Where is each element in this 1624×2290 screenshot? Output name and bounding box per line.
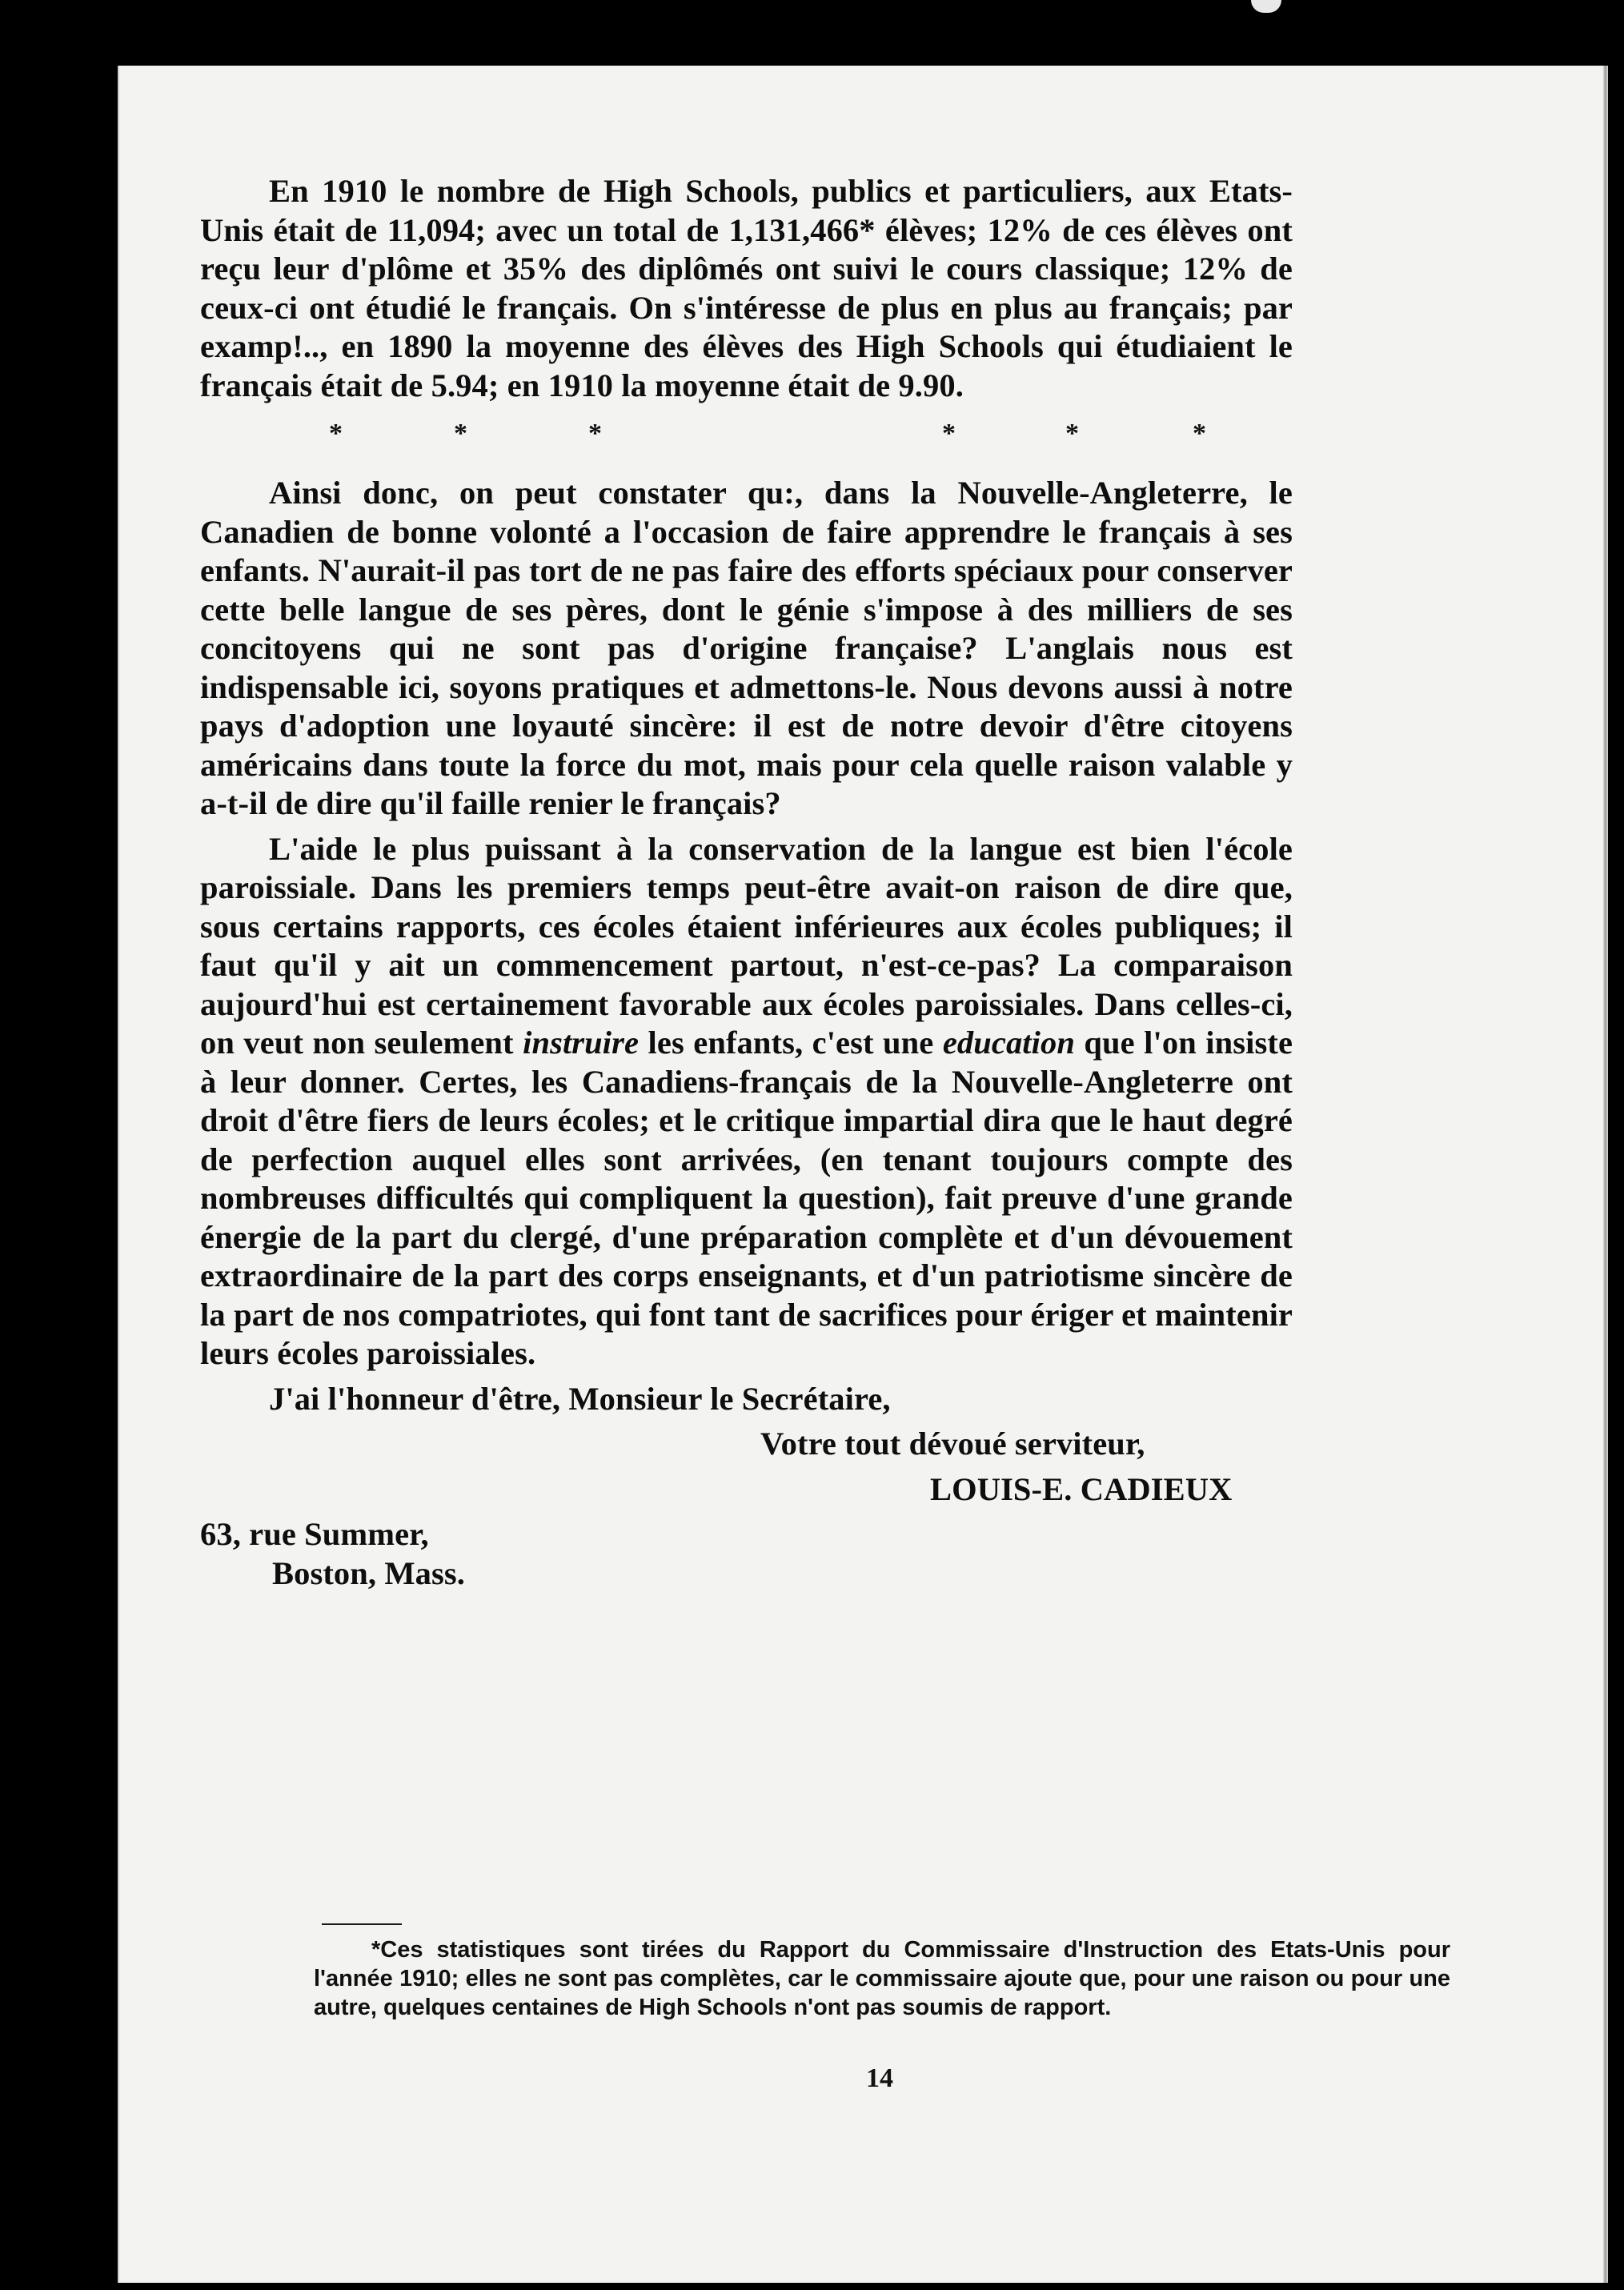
separator-star: * [329,419,343,448]
closing-line: J'ai l'honneur d'être, Monsieur le Secrétaire, [269,1380,891,1417]
footnote-rule [322,1923,402,1925]
paragraph-3-text: que l'on insiste à leur donner. Certes, les Canadiens-français de la Nouvelle-Angleterre ont droit d'être fiers de leurs écoles; et le critique impartial dira que le haut degré de perfection auquel elles sont arrivées, (en tenant toujours compte des nombreuses difficultés qui compliquent la question), fait preuve d'une grande énergie de la part du clergé, d'une préparation complète et d'un dévouement extraordinaire de la part des corps enseignants, et d'un patriotisme sincère de la part de nos compatriotes, qui font tant de sacrifices pour ériger et maintenir leurs écoles paroissiales. [200,1025,1293,1371]
footnote [314,1935,1450,2022]
address-line-1: 63, rue Summer, [200,1516,429,1552]
page-number: 14 [866,2063,893,2093]
paragraph-3-text: L'aide le plus puissant à la conservation de la langue est bien l'école paroissiale. Dans les premiers temps peut-être avait-on raison de dire que, sous certains rapports, ces écoles étaient inférieures aux écoles publiques; il faut qu'il y ait un commencement partout, n'est-ce-pas? La comparaison aujourd'hui est certainement favorable aux écoles paroissiales. Dans celles-ci, on veut non seulement [200,830,1293,1061]
paragraph-3-text: les enfants, c'est une [648,1025,934,1061]
body-text [200,172,1293,1593]
separator-star: * [942,419,956,448]
footnote-text: *Ces statistiques sont tirées du Rapport du Commissaire d'Instruction des Etats-Unis pour l'année 1910; elles ne sont pas complètes, car le commissaire ajoute que, pour une raison ou pour une autre, quelques centaines de High Schools n'ont pas soumis de rapport. [314,1937,1450,2020]
page-edge [1603,66,1608,2283]
valediction: Votre tout dévoué serviteur, [760,1426,1145,1462]
separator-star: * [1065,419,1080,448]
address [200,1515,1293,1593]
paragraph-3 [200,830,1293,1374]
paragraph-2: Ainsi donc, on peut constater qu:, dans la Nouvelle-Angleterre, le Canadien de bonne volonté a l'occasion de faire apprendre le français à ses enfants. N'aurait-il pas tort de ne pas faire des efforts spéciaux pour conserver cette belle langue de ses pères, dont le génie s'impose à des milliers de ses concitoyens qui ne sont pas d'origine française? L'anglais nous est indispensable ici, soyons pratiques et admettons-le. Nous devons aussi à notre pays d'adoption une loyauté sincère: il est de notre devoir d'être citoyens américains dans toute la force du mot, mais pour cela quelle raison valable y a-t-il de dire qu'il faille renier le français? [200,475,1293,821]
separator-star: * [1193,419,1207,448]
signature: LOUIS-E. CADIEUX [930,1470,1233,1507]
paragraph-1: En 1910 le nombre de High Schools, publics et particuliers, aux Etats-Unis était de 11,094; avec un total de 1,131,466* élèves; 12% de ces élèves ont reçu leur d'plôme et 35% des diplômés ont suivi le cours classique; 12% de ceux-ci ont étudié le français. On s'intéresse de plus en plus au français; par examp!.., en 1890 la moyenne des élèves des High Schools qui étudiaient le français était de 5.94; en 1910 la moyenne était de 9.90. [200,173,1293,403]
scan-artifact [1251,0,1281,13]
emphasis-education: education [942,1025,1075,1061]
separator-star: * [588,419,603,448]
separator-star: * [454,419,468,448]
section-separator [200,413,1293,451]
emphasis-instruire: instruire [523,1025,640,1061]
address-line-2: Boston, Mass. [272,1554,465,1591]
